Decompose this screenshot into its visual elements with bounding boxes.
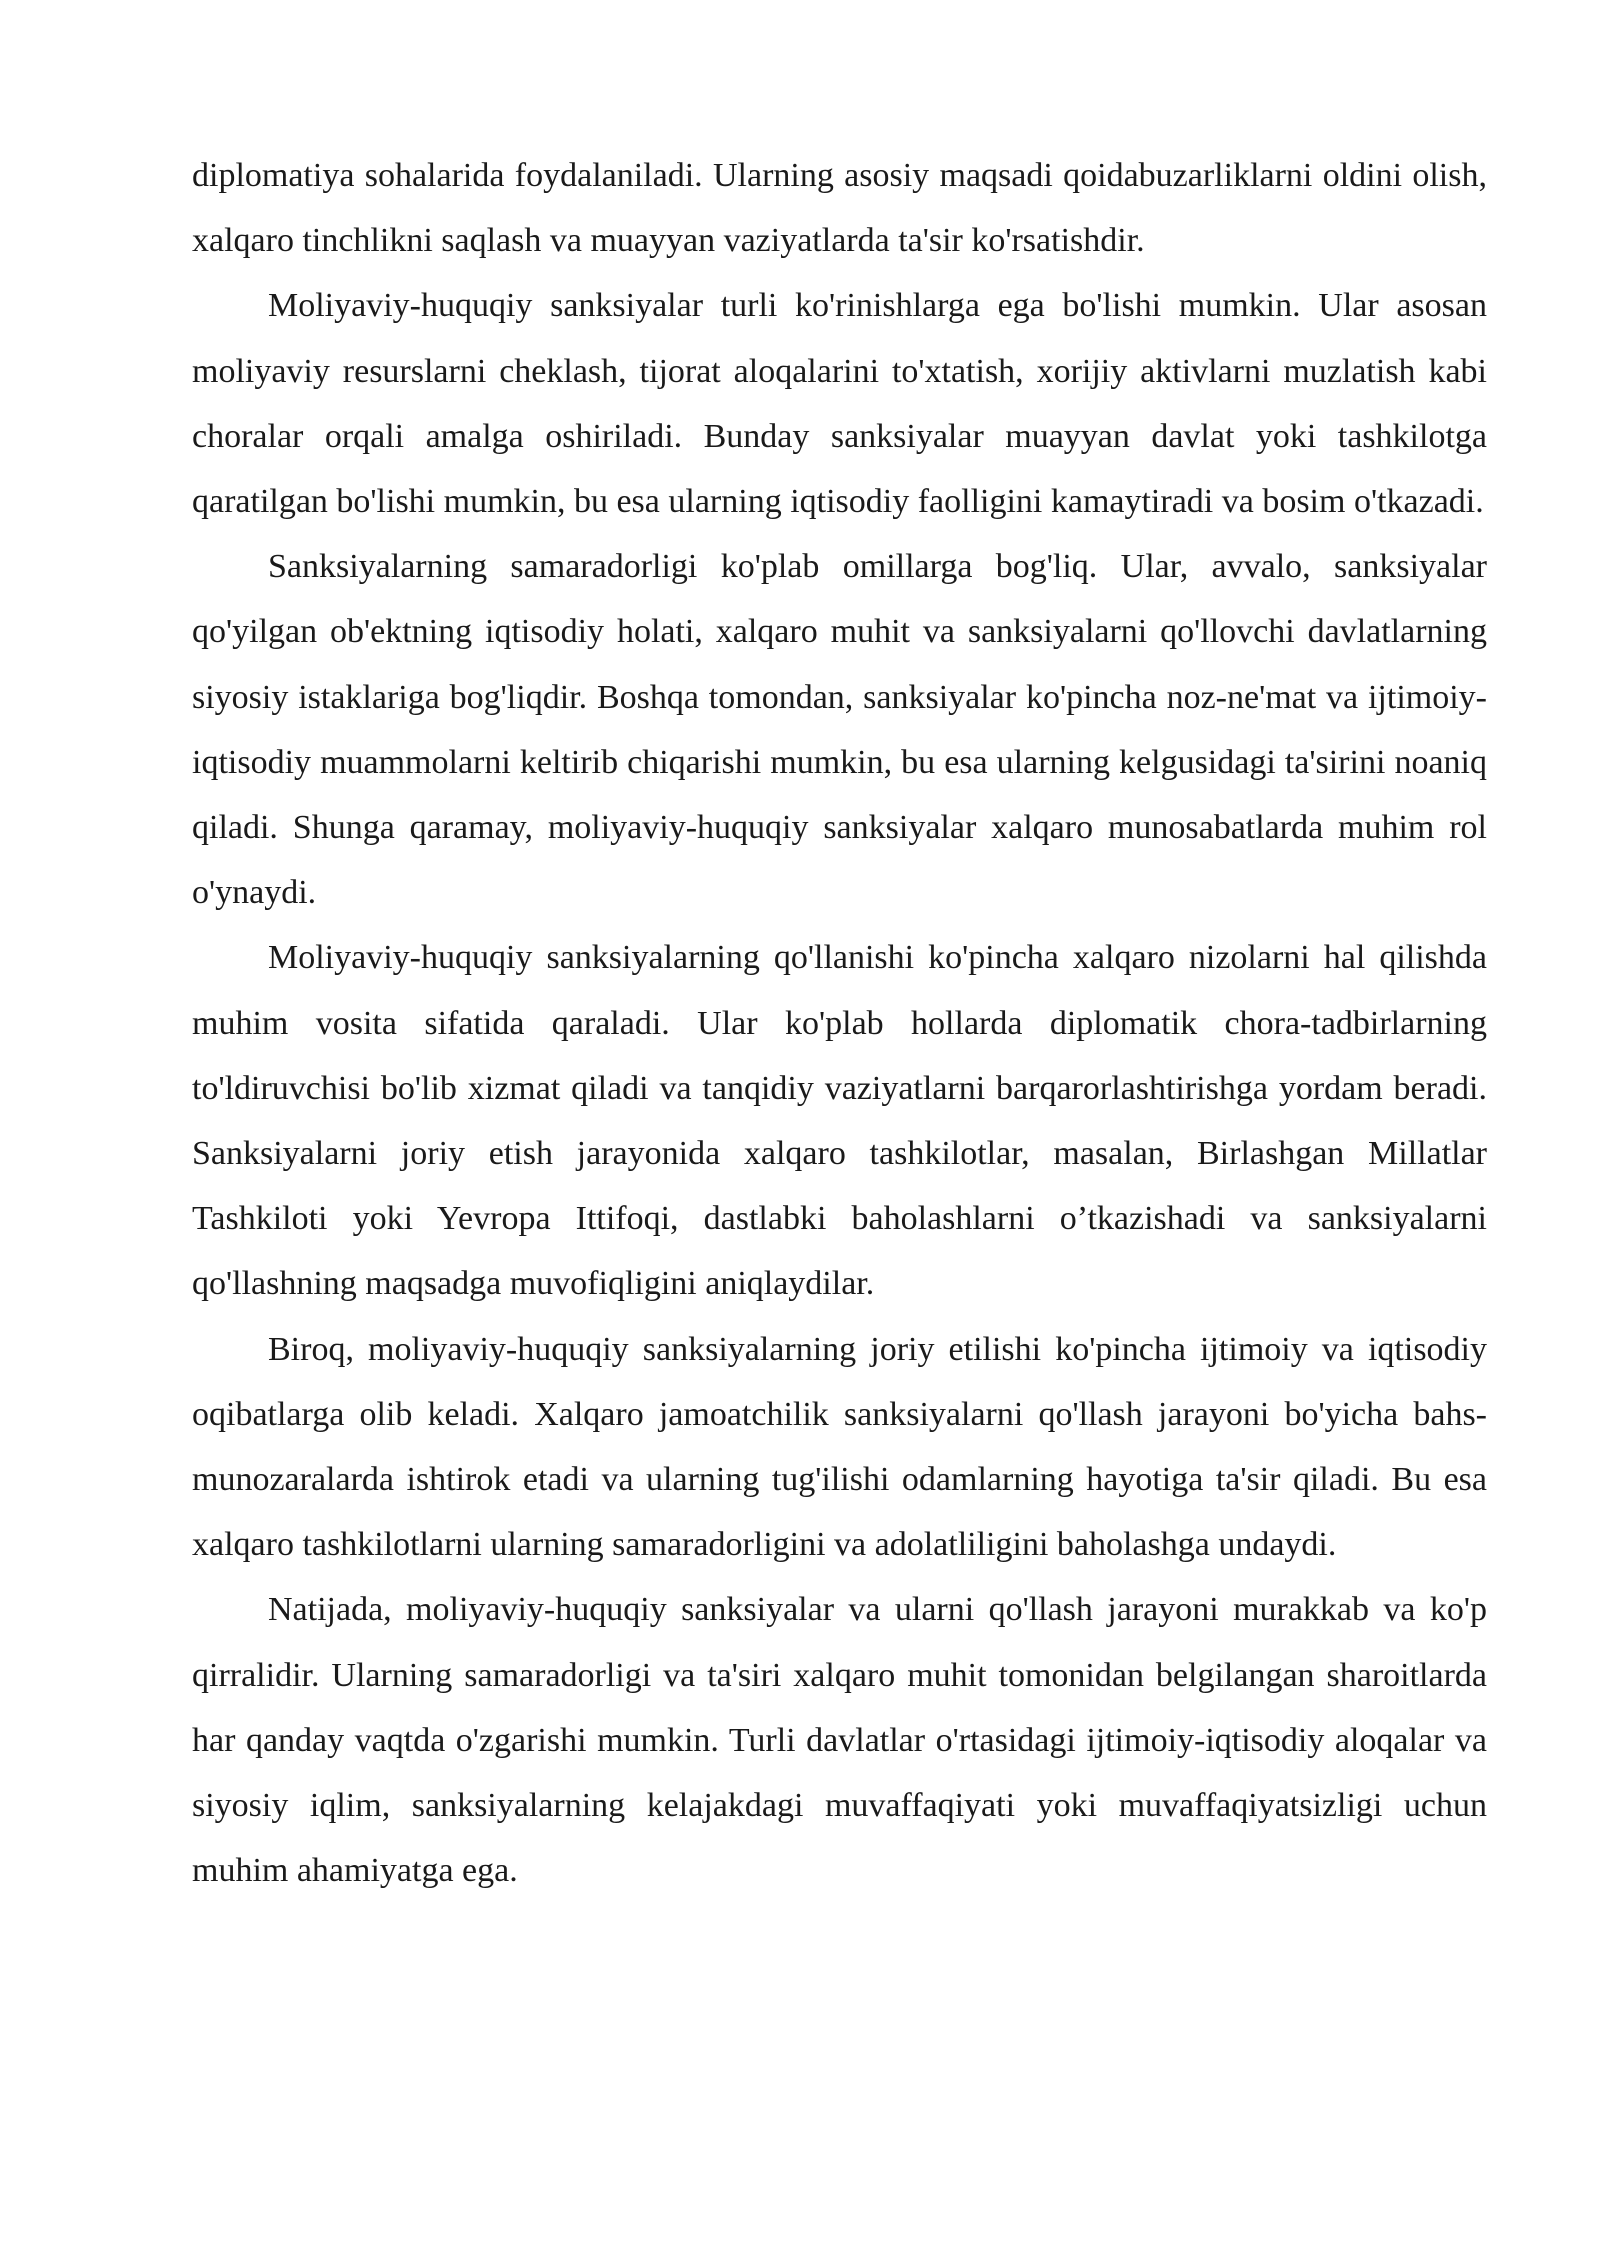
paragraph: Sanksiyalarning samaradorligi ko'plab omillarga bog'liq. Ular, avvalo, sanksiyalar qo'yilgan ob'ektning iqtisodiy holati, xalqaro muhit va sanksiyalarni qo'llovchi davlatlarning siyosiy istaklariga bog'liqdir. Boshqa tomondan, sanksiyalar ko'pincha noz-ne'mat va ijtimoiy-iqtisodiy muammolarni keltirib chiqarishi mumkin, bu esa ularning kelgusidagi ta'sirini noaniq qiladi. Shunga qaramay, moliyaviy-huquqiy sanksiyalar xalqaro munosabatlarda muhim rol o'ynaydi. [192, 548, 1487, 912]
paragraph: Moliyaviy-huquqiy sanksiyalar turli ko'rinishlarga ega bo'lishi mumkin. Ular asosan moliyaviy resurslarni cheklash, tijorat aloqalarini to'xtatish, xorijiy aktivlarni muzlatish kabi choralar orqali amalga oshiriladi. Bunday sanksiyalar muayyan davlat yoki tashkilotga qaratilgan bo'lishi mumkin, bu esa ularning iqtisodiy faolligini kamaytiradi va bosim o'tkazadi. [192, 287, 1487, 521]
document-body [192, 143, 1487, 1903]
paragraph: Moliyaviy-huquqiy sanksiyalarning qo'llanishi ko'pincha xalqaro nizolarni hal qilishda muhim vosita sifatida qaraladi. Ular ko'plab hollarda diplomatik chora-tadbirlarning to'ldiruvchisi bo'lib xizmat qiladi va tanqidiy vaziyatlarni barqarorlashtirishga yordam beradi. Sanksiyalarni joriy etish jarayonida xalqaro tashkilotlar, masalan, Birlashgan Millatlar Tashkiloti yoki Yevropa Ittifoqi, dastlabki baholashlarni o’tkazishadi va sanksiyalarni qo'llashning maqsadga muvofiqligini aniqlaydilar. [192, 939, 1487, 1303]
paragraph: Biroq, moliyaviy-huquqiy sanksiyalarning joriy etilishi ko'pincha ijtimoiy va iqtisodiy oqibatlarga olib keladi. Xalqaro jamoatchilik sanksiyalarni qo'llash jarayoni bo'yicha bahs-munozaralarda ishtirok etadi va ularning tug'ilishi odamlarning hayotiga ta'sir qiladi. Bu esa xalqaro tashkilotlarni ularning samaradorligini va adolatliligini baholashga undaydi. [192, 1330, 1487, 1564]
paragraph: Natijada, moliyaviy-huquqiy sanksiyalar va ularni qo'llash jarayoni murakkab va ko'p qirralidir. Ularning samaradorligi va ta'siri xalqaro muhit tomonidan belgilangan sharoitlarda har qanday vaqtda o'zgarishi mumkin. Turli davlatlar o'rtasidagi ijtimoiy-iqtisodiy aloqalar va siyosiy iqlim, sanksiyalarning kelajakdagi muvaffaqiyati yoki muvaffaqiyatsizligi uchun muhim ahamiyatga ega. [192, 1591, 1487, 1890]
paragraph-continued: diplomatiya sohalarida foydalaniladi. Ularning asosiy maqsadi qoidabuzarliklarni oldini olish, xalqaro tinchlikni saqlash va muayyan vaziyatlarda ta'sir ko'rsatishdir. [192, 157, 1487, 260]
